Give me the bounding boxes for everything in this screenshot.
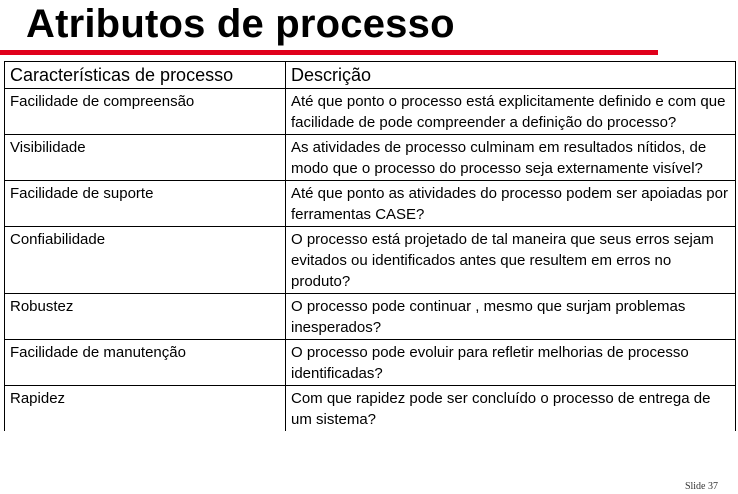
characteristic-cell: Facilidade de suporte [5,181,286,227]
table-row [5,135,736,181]
characteristic-cell: Facilidade de manutenção [5,340,286,386]
table-header-row [5,62,736,89]
description-cell: As atividades de processo culminam em resultados nítidos, de modo que o processo do processo seja externamente visível? [286,135,736,181]
table-row [5,181,736,227]
header-description: Descrição [286,62,736,89]
title-underline [0,50,658,55]
process-attributes-table [4,61,736,431]
characteristic-cell: Visibilidade [5,135,286,181]
table-row [5,294,736,340]
characteristic-cell: Rapidez [5,386,286,432]
description-cell: O processo pode continuar , mesmo que surjam problemas inesperados? [286,294,736,340]
description-cell: O processo está projetado de tal maneira que seus erros sejam evitados ou identificados antes que resultem em erros no produto? [286,227,736,294]
characteristic-cell: Confiabilidade [5,227,286,294]
table-row [5,386,736,432]
characteristic-cell: Facilidade de compreensão [5,89,286,135]
table-row [5,340,736,386]
slide-number: Slide 37 [684,481,718,492]
header-characteristics: Características de processo [5,62,286,89]
description-cell: O processo pode evoluir para refletir melhorias de processo identificadas? [286,340,736,386]
description-cell: Até que ponto o processo está explicitamente definido e com que facilidade de pode compreender a definição do processo? [286,89,736,135]
slide-title: Atributos de processo [26,2,455,46]
description-cell: Até que ponto as atividades do processo podem ser apoiadas por ferramentas CASE? [286,181,736,227]
description-cell: Com que rapidez pode ser concluído o processo de entrega de um sistema? [286,386,736,432]
characteristic-cell: Robustez [5,294,286,340]
table-row [5,89,736,135]
table-row [5,227,736,294]
